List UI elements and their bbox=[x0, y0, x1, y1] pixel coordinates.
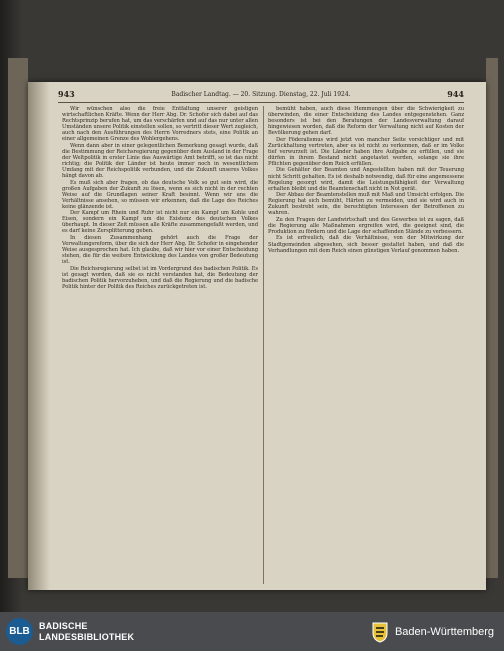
paragraph: Wir wünschen also die freie Entfaltung unserer geistigen wirtschaftlichen Kräfte. Wenn der Herr Abg. Dr. Schofer sich dabei auf das Rechtsprinzip berufen hat, um das verschärfen und auf das nur unter allen Umständen unsere Politik einstellen sollen, so vertritt dieser Wert zugleich, auch nach den Ausführungen des Herrn Vorredners stets, eine Politik an einer allgemeinen Grenze des Wohlergehens. bbox=[62, 106, 258, 143]
paragraph: Zu den Fragen der Landwirtschaft und des Gewerbes ist zu sagen, daß die Regierung alle Maßnahmen ergreifen wird, die geeignet sind, die Produktion zu fördern und die Lage der schaffenden Stände zu verbessern. bbox=[268, 216, 464, 235]
text-columns bbox=[62, 106, 464, 584]
bw-branding[interactable] bbox=[371, 621, 494, 643]
text-column-right bbox=[268, 106, 464, 584]
running-title: Badischer Landtag. — 20. Sitzung. Dienstag, 22. Juli 1924. bbox=[171, 90, 351, 98]
paragraph: Die Reichsregierung selbst ist im Vordergrund des badischen Politik. Es ist gesagt worden, daß sie es nicht verstanden hat, die Bedeutung der badischen Politik hervorzuheben, und daß die Regierung und die badische Politik hinter der Politik des Reiches zurückgetreten ist. bbox=[62, 265, 258, 290]
paragraph: Der Abbau der Beamtenstellen muß mit Maß und Umsicht erfolgen. Die Regierung hat sich bemüht, Härten zu vermeiden, und sie wird auch in Zukunft bestrebt sein, die berechtigten Interessen der Betroffenen zu wahren. bbox=[268, 192, 464, 217]
page-number-left: 943 bbox=[58, 89, 75, 99]
blb-wordmark bbox=[39, 621, 134, 643]
paragraph: Der Föderalismus wird jetzt von mancher Seite vorsichtiger und mit Zurückhaltung vertreten, aber es ist nicht zu verkennen, daß er im Volke tief verwurzelt ist. Die Länder haben ihre Aufgabe zu erfüllen, und sie dürfen in ihrem Bestand nicht angetastet werden, solange sie ihre Pflichten gegenüber dem Reich erfüllen. bbox=[268, 136, 464, 167]
scanned-page bbox=[28, 82, 486, 590]
blb-branding[interactable] bbox=[6, 618, 134, 645]
page-gutter-shade bbox=[28, 82, 50, 590]
paragraph: In diesen Zusammenhang gehört auch die Frage der Verwaltungsreform, über die sich der Herr Abg. Dr. Schofer in eingehender Weise ausgesprochen hat. Ich glaube, daß wir hier vor einer Entscheidung stehen, die für die weitere Entwicklung des Landes von großer Bedeutung ist. bbox=[62, 234, 258, 266]
page-header bbox=[58, 88, 464, 103]
page-number-right: 944 bbox=[447, 89, 464, 99]
paragraph: Der Kampf um Rhein und Ruhr ist nicht nur ein Kampf um Kohle und Eisen, sondern ein Kampf um die Existenz des deutschen Volkes überhaupt. In dieser Zeit müssen alle Kräfte zusammengefaßt werden, und es darf keine Zersplitterung geben. bbox=[62, 210, 258, 235]
bw-label: Baden-Württemberg bbox=[394, 625, 494, 638]
blb-logo-icon: BLB bbox=[6, 618, 33, 645]
book-edge-left bbox=[8, 58, 28, 578]
paragraph: Die Gehälter der Beamten und Angestellten haben mit der Teuerung nicht Schritt gehalten. Es ist deshalb notwendig, daß für eine angemessene Regelung gesorgt wird, damit die Leistungsfähigkeit der Verwaltung erhalten bleibt und die Beamtenschaft nicht in Not gerät. bbox=[268, 167, 464, 192]
blb-line1: BADISCHE bbox=[39, 620, 88, 631]
paragraph: Es ist erfreulich, daß die Verhältnisse, von der Mitwirkung der Stadtgemeinden abgesehen, sich besser gestaltet haben, und daß die Verhandlungen mit dem Reich einen günstigen Verlauf genommen haben. bbox=[268, 235, 464, 254]
footer-bar bbox=[0, 612, 504, 651]
text-column-left bbox=[62, 106, 258, 584]
paragraph: bemüht haben, auch diese Hemmungen über die Schwierigkeit zu überwinden, die einer Entscheidung des Landes entgegenstehen. Ganz besonders ist bei den Beratungen der Landesverwaltung darauf hingewiesen worden, daß die Reform der Verwaltung nicht auf Kosten der Bevölkerung gehen darf. bbox=[268, 106, 464, 137]
paragraph: Es muß sich aber fragen, ob das deutsche Volk so gut sein wird, die großen Aufgaben der Zukunft zu lösen, wenn es sich nicht in der rechten Weise auf die Grundlagen seiner Kraft besinnt. Wenn wir uns die Verhältnisse ansehen, so müssen wir erkennen, daß die Lage des Reiches keine glänzende ist. bbox=[62, 179, 258, 210]
coat-of-arms-icon bbox=[371, 621, 389, 643]
paragraph: Wenn dann aber in einer gelegentlichen Bemerkung gesagt wurde, daß die Bestimmung der Reichsregierung gegenüber dem Ausland in der Frage der Weltpolitik in erster Linie das Auswärtige Amt betrifft, so ist das nicht richtig; die Politik der Länder ist heute immer noch in wesentlichem Umfang mit der Reichspolitik verbunden, und die Zukunft unseres Volkes hängt davon ab. bbox=[62, 142, 258, 180]
blb-line2: LANDESBIBLIOTHEK bbox=[39, 631, 135, 642]
book-edge-right bbox=[486, 58, 498, 578]
